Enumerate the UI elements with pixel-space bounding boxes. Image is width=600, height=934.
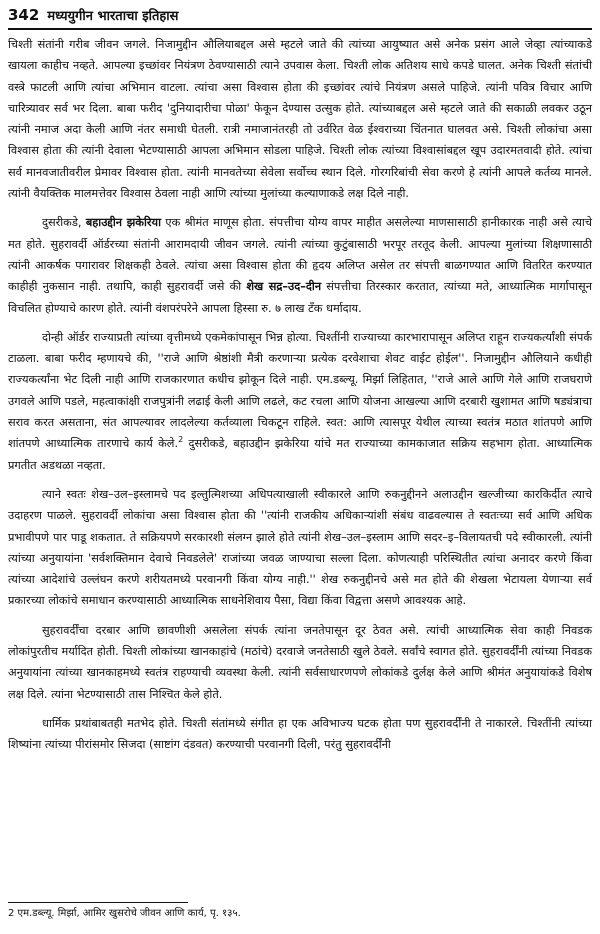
running-title: मध्ययुगीन भारताचा इतिहास: [47, 9, 179, 24]
footnote-rule: [8, 902, 188, 903]
paragraph-text: दुसरीकडे, बहाउद्दीन झकेरिया यांचे मत राज्याच्या कामकाजात सक्रिय सहभाग होता. आध्यात्मिक प्रगतीत अडथळा नव्हता.: [8, 437, 592, 472]
page-header: [8, 6, 592, 30]
paragraph-text: त्याने स्वतः शेख–उल–इस्लामचे पद इल्तुत्मिशच्या अधिपत्याखाली स्वीकारले आणि रुकनुद्दीनने अलाउद्दीन खल्जीच्या कारकिर्दीत त्याचे उदाहरण पाळले. सुहरावर्दी लोकांचा असा विश्वास होता की ''त्यांनी राजकीय अधिकार्‍यांशी संबंध वाढवल्यास ते स्वतःच्या सर्व आणि अधिक प्रभावीपणे पार पाडू शकतात. ते सक्रियपणे सरकारशी संलग्न झाले होते त्यांनी शेख–उल–इस्लाम आणि सदर–इ–विलायतची पदे स्वीकारली. त्यांनी त्यांच्या अनुयायांना 'सर्वशक्तिमान देवाचे निवडलेले' राजांच्या जवळ जाण्याचा सल्ला दिला. कोणत्याही परिस्थितीत त्यांचा अनादर करणे किंवा त्यांच्या आदेशांचे उल्लंघन करणे शरीयतमध्ये परवानगी किंवा योग्य नाही.'' शेख रुकनुद्दीनचे असे मत होते की शेखला भेटायला येणाऱ्या सर्व प्रकारच्या लोकांचे समाधान करण्यासाठी आध्यात्मिक साधनेशिवाय पैसा, विद्या किंवा विद्वत्ता असणे आवश्यक आहे.: [8, 487, 592, 608]
paragraph-text: दोन्ही ऑर्डर राज्याप्रती त्यांच्या वृत्तीमध्ये एकमेकांपासून भिन्न होत्या. चिश्तींनी राज्याच्या कारभारापासून अलिप्त राहून राज्यकर्त्यांशी संपर्क टाळला. बाबा फरीद म्हणायचे की, ''राजे आणि श्रेष्ठांशी मैत्री करणाऱ्या प्रत्येक दरवेशाचा शेवट वाईट होईल''. निजामुद्दीन औलियाने कधीही राज्यकर्त्यांना भेट दिली नाही आणि राजकारणात कधीच झोकून दिले नाही. एम.डब्ल्यू. मिर्झा लिहितात, ''राजे आले आणि गेले आणि राजघराणे उगवले आणि पडले, महत्वाकांक्षी राजपुत्रांनी लढाई केली आणि लढले, कट रचला आणि योजना आखल्या आणि दरबारी खुशामत आणि षड्यंत्राचा सराव करत असताना, संत आपल्यावर लादलेल्या कर्तव्याला चिकटून राहिले. स्वत: आणि त्यासपूर येथील त्याच्या स्वतंत्र मठात शांतपणे आणि शांतपणे आध्यात्मिक तारणाचे कार्य केले.: [8, 330, 592, 451]
bold-name: शेख सद्र–उद–दीन: [246, 280, 322, 294]
paragraph-text: संपत्तीचा तिरस्कार करतात, त्यांच्या मते, आध्यात्मिक मार्गापासून विचलित होण्याचे कारण होते. त्यांनी वंशपरंपरेने आपला हिस्सा रु. ७ लाख टँक धर्मादाय.: [8, 280, 592, 315]
paragraph: [8, 620, 592, 705]
page-number: 342: [8, 6, 40, 24]
paragraph-text: चिश्ती संतांनी गरीब जीवन जगले. निजामुद्दीन औलियाबद्दल असे म्हटले जाते की त्यांच्या आयुष्यात असे अनेक प्रसंग आले जेव्हा त्यांच्याकडे खायला काहीच नव्हते. आपल्या इच्छांवर नियंत्रण ठेवण्यासाठी त्याने उपवास केला. चिश्ती लोक अतिशय साधे कपडे घालत. अनेक चिश्ती संतांची वस्त्रे फाटली आणि त्यांचा अभिमान वाटला. त्यांचा असा विश्वास होता की इच्छांवर त्यांचे नियंत्रण असले पाहिजे. त्यांनी पवित्र विचार आणि चारित्र्यावर सर्व भर दिला. बाबा फरीद 'दुनियादारीचा पोळा' फेकून देण्यास उत्सुक होते. त्यांच्याबद्दल असे म्हटले जाते की सकाळी लवकर उठून त्यांनी नमाज अदा केली आणि नंतर समाधी घेतली. रात्री नमाजानंतरही तो उर्वरित वेळ ईश्वराच्या चिंतनात घालवत असे. चिश्ती लोकांचा असा विश्वास होता की त्यांनी देवाला भेटण्यासाठी आपला अभिमान सोडला पाहिजे. चिश्ती लोक त्यांच्या विश्वासांबद्दल खूप उदारमतवादी होते. त्यांचा सर्व मानवजातीवरील प्रेमावर विश्वास होता. त्यांनी मानवतेच्या सेवेला सर्वोच्च स्थान दिले. गोरगरिबांची सेवा करणे हे त्यांनी आपले कर्तव्य मानले. त्यांनी वैयक्तिक मालमत्तेवर विश्वास ठेवला नाही आणि त्यांच्या मुलांच्या कल्याणाकडे लक्ष दिले नाही.: [8, 38, 593, 201]
paragraph-text: एक श्रीमंत माणूस होता. संपत्तीचा योग्य वापर माहीत असलेल्या माणसासाठी हानीकारक नाही असे त्याचे मत होते. सुहरावर्दी ऑर्डरच्या संतांनी आरामदायी जीवन जगले. त्यांनी त्यांच्या कुटुंबासाठी भरपूर तरतूद केली. आपल्या मुलांच्या शिक्षणासाठी त्यांनी आकर्षक पगारावर शिक्षकही ठेवले. त्यांचा असा विश्वास होता की हृदय अलिप्त असेल तर संपत्ती बाळगण्यात आणि वितरित करण्यात काहीही नुकसान नाही. तथापि, काही सुहरावर्दी जसे की: [8, 216, 592, 294]
bold-name: बहाउद्दीन झकेरिया: [85, 216, 162, 230]
paragraph: [8, 34, 592, 204]
paragraph: [8, 484, 592, 612]
paragraph-text: दुसरीकडे,: [42, 216, 86, 230]
footnote-ref: 2: [178, 435, 184, 445]
body-text: [8, 34, 592, 756]
paragraph-text: सुहरावर्दींचा दरबार आणि छावणीशी असलेला संपर्क त्यांना जनतेपासून दूर ठेवत असे. त्यांची आध्यात्मिक सेवा काही निवडक लोकांपुरतीच मर्यादित होती. चिश्ती लोकांच्या खानकाहांचे (मठांचे) दरवाजे जनतेसाठी खुले ठेवले. सर्वांचे स्वागत होते. सुहरावर्दींनी त्यांच्या निवडक अनुयायांना त्यांच्या खानकाहमध्ये स्वतंत्र राहण्याची व्यवस्था केली. त्यांनी सर्वसाधारणपणे लोकांकडे दुर्लक्ष केले आणि श्रीमंत अनुयायांकडे विशेष लक्ष दिले. त्यांना भेटण्यासाठी तास निश्चित केले होते.: [8, 623, 592, 701]
footnotes: [8, 902, 592, 921]
footnote-2: 2 एम.डब्ल्यू. मिर्झा, आमिर खुसरोचे जीवन आणि कार्य, पृ. १३५.: [8, 908, 241, 919]
paragraph-text: धार्मिक प्रथांबाबतही मतभेद होते. चिश्ती संतांमध्ये संगीत हा एक अविभाज्य घटक होता पण सुहरावर्दींनी ते नाकारले. चिश्तींनी त्यांच्या शिष्यांना त्यांच्या पीरांसमोर सिजदा (साष्टांग दंडवत) करण्याची परवानगी दिली, परंतु सुहरावर्दींनी: [8, 716, 592, 752]
paragraph: [8, 212, 592, 318]
paragraph: [8, 713, 592, 756]
paragraph: [8, 327, 592, 476]
